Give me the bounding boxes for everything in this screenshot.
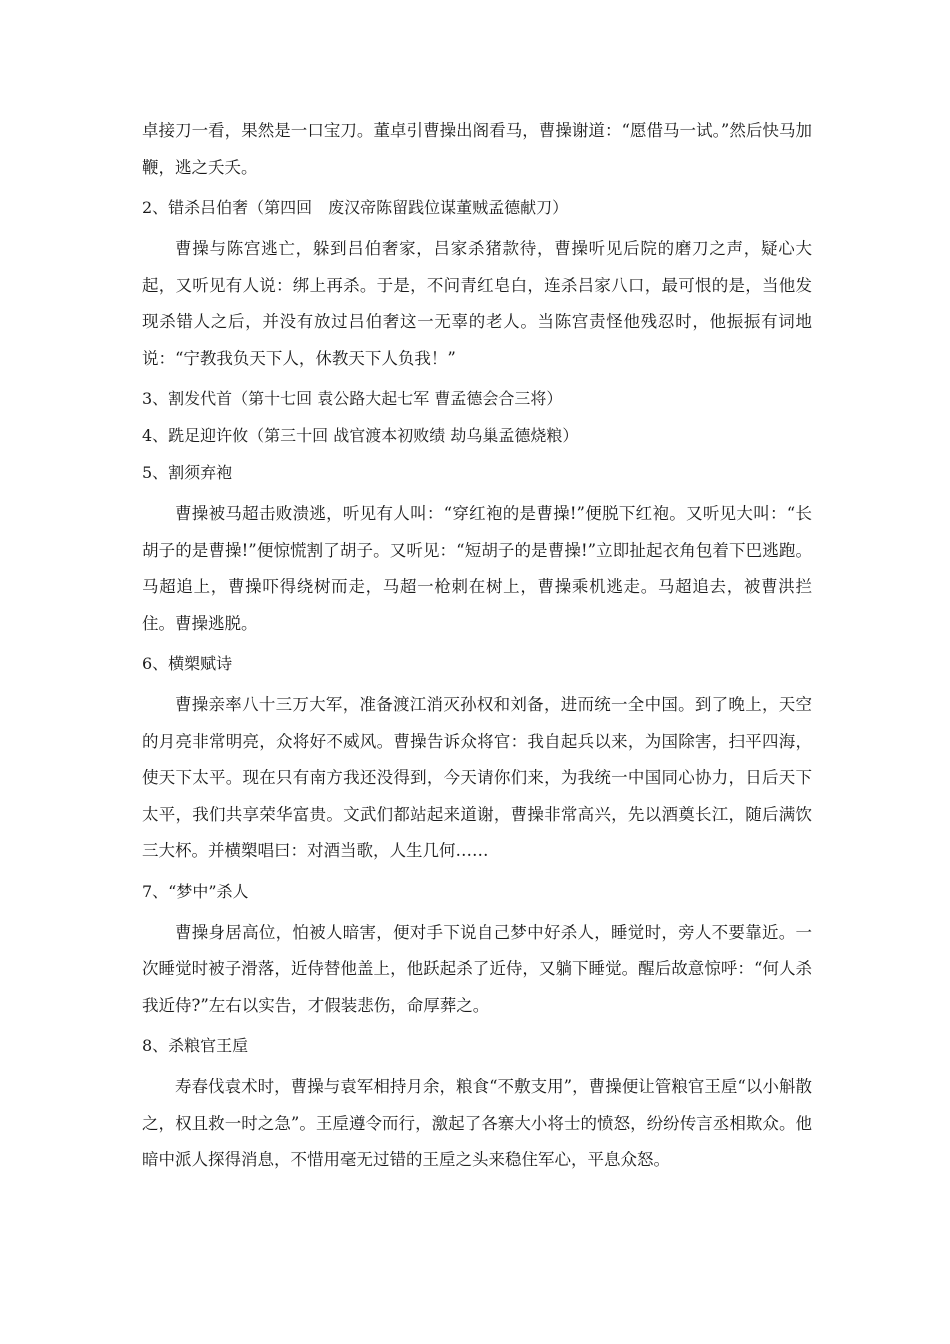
- paragraph-wang-hou: 寿春伐袁术时，曹操与袁军相持月余，粮食“不敷支用”，曹操便让管粮官王垕“以小斛散之，权且救一时之急”。王垕遵令而行，激起了各寨大小将士的愤怒，纷纷传言丞相欺众。他暗中派人探得消息，不惜用毫无过错的王垕之头来稳住军心，平息众怒。: [142, 1077, 812, 1169]
- section-heading-6: 6、横槊赋诗: [142, 654, 233, 673]
- section-heading-8: 8、杀粮官王垕: [142, 1036, 249, 1055]
- section-heading-2: 2、错杀吕伯奢（第四回 废汉帝陈留践位谋董贼孟德献刀）: [142, 198, 569, 217]
- document-body: [142, 113, 812, 1179]
- section-heading-4: 4、跣足迎许攸（第三十回 战官渡本初败绩 劫乌巢孟德烧粮）: [142, 426, 579, 445]
- section-heading-5: 5、割须弃袍: [142, 463, 233, 482]
- paragraph-dong-zhuo-sword: 卓接刀一看，果然是一口宝刀。董卓引曹操出阁看马，曹操谢道：“愿借马一试。”然后快马加鞭，逃之夭夭。: [142, 121, 812, 177]
- paragraph-dream-kill: 曹操身居高位，怕被人暗害，便对手下说自己梦中好杀人，睡觉时，旁人不要靠近。一次睡觉时被子滑落，近侍替他盖上，他跃起杀了近侍，又躺下睡觉。醒后故意惊呼：“何人杀我近侍?”左右以实告，才假装悲伤，命厚葬之。: [142, 922, 812, 1015]
- section-heading-7: 7、“梦中”杀人: [142, 881, 249, 901]
- paragraph-poem: 曹操亲率八十三万大军，准备渡江消灭孙权和刘备，进而统一全中国。到了晚上，天空的月亮非常明亮，众将好不威风。曹操告诉众将官：我自起兵以来，为国除害，扫平四海，使天下太平。现在只有南方我还没得到，今天请你们来，为我统一中国同心协力，日后天下太平，我们共享荣华富贵。文武们都站起来道谢，曹操非常高兴，先以酒奠长江，随后满饮三大杯。并横槊唱曰：对酒当歌，人生几何……: [142, 695, 812, 860]
- section-heading-3: 3、割发代首（第十七回 袁公路大起七军 曹孟德会合三将）: [142, 389, 563, 408]
- paragraph-cut-beard: 曹操被马超击败溃逃，听见有人叫：“穿红袍的是曹操!”便脱下红袍。又听见大叫：“长胡子的是曹操!”便惊慌割了胡子。又听见：“短胡子的是曹操!”立即扯起衣角包着下巴逃跑。马超追上，曹操吓得绕树而走，马超一枪刺在树上，曹操乘机逃走。马超追去，被曹洪拦住。曹操逃脱。: [142, 504, 812, 633]
- paragraph-lu-boshe: 曹操与陈宫逃亡，躲到吕伯奢家，吕家杀猪款待，曹操听见后院的磨刀之声，疑心大起，又听见有人说：绑上再杀。于是，不问青红皂白，连杀吕家八口，最可恨的是，当他发现杀错人之后，并没有放过吕伯奢这一无辜的老人。当陈宫责怪他残忍时，他振振有词地说：“宁教我负天下人，休教天下人负我！”: [142, 239, 812, 368]
